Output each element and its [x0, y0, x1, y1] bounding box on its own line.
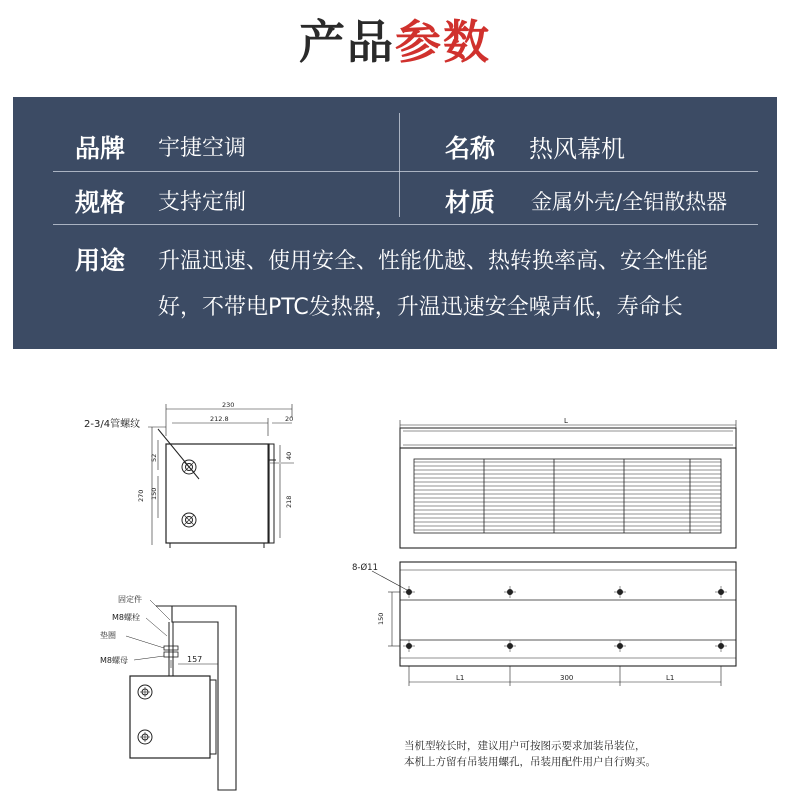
- side-view-drawing: [148, 404, 294, 548]
- material-value: 金属外壳/全铝散热器: [531, 190, 728, 214]
- part-washer-label: 垫圈: [100, 631, 116, 640]
- dim-157: 157: [187, 655, 203, 664]
- dim-L1-right: L1: [666, 674, 675, 682]
- column-divider: [399, 113, 400, 217]
- spec-panel: [13, 97, 777, 349]
- dim-218: 218: [285, 495, 293, 508]
- row-divider-1: [53, 171, 758, 172]
- page-title: [0, 6, 790, 72]
- row-divider-2: [53, 224, 758, 225]
- dim-300: 300: [560, 674, 574, 682]
- brand-value: 宇捷空调: [158, 136, 247, 161]
- note-line-2: 本机上方留有吊装用螺孔，吊装用配件用户自行购买。: [404, 756, 656, 768]
- usage-line-2: 好，不带电PTC发热器，升温迅速安全噪声低，寿命长: [158, 295, 683, 320]
- title-part-2: 参数: [395, 15, 491, 69]
- technical-drawings: [0, 350, 790, 806]
- name-label: 名称: [445, 134, 496, 163]
- dim-52: 52: [150, 453, 158, 462]
- bottom-view-drawing: [372, 562, 736, 686]
- usage-line-1: 升温迅速、使用安全、性能优越、热转换率高、安全性能: [158, 249, 709, 274]
- note-line-1: 当机型较长时，建议用户可按图示要求加装吊装位，: [404, 740, 646, 752]
- part-bolt-label: M8螺栓: [112, 613, 140, 622]
- dim-20: 20: [285, 415, 294, 423]
- hole-spec-label: 8-Ø11: [352, 563, 378, 573]
- dim-150-bottom: 150: [377, 612, 385, 625]
- size-label: 规格: [75, 188, 126, 217]
- dim-150-side: 150: [150, 487, 158, 500]
- dim-40: 40: [285, 451, 293, 460]
- size-value: 支持定制: [158, 190, 247, 215]
- name-value: 热风幕机: [529, 135, 625, 163]
- part-fixing-label: 固定件: [118, 595, 142, 604]
- dim-L1-left: L1: [456, 674, 465, 682]
- dim-270: 270: [137, 489, 145, 502]
- pipe-thread-label: 2-3/4管螺纹: [84, 419, 141, 430]
- mounting-detail-drawing: [126, 600, 236, 790]
- part-nut-label: M8螺母: [100, 656, 128, 665]
- dim-L: L: [564, 417, 568, 425]
- material-label: 材质: [445, 188, 496, 217]
- usage-label: 用途: [75, 246, 126, 275]
- front-view-drawing: [400, 420, 736, 548]
- title-part-1: 产品: [299, 15, 395, 69]
- dim-230: 230: [222, 401, 235, 409]
- brand-label: 品牌: [75, 134, 126, 163]
- usage-text: [158, 239, 763, 331]
- dim-212: 212.8: [210, 415, 229, 423]
